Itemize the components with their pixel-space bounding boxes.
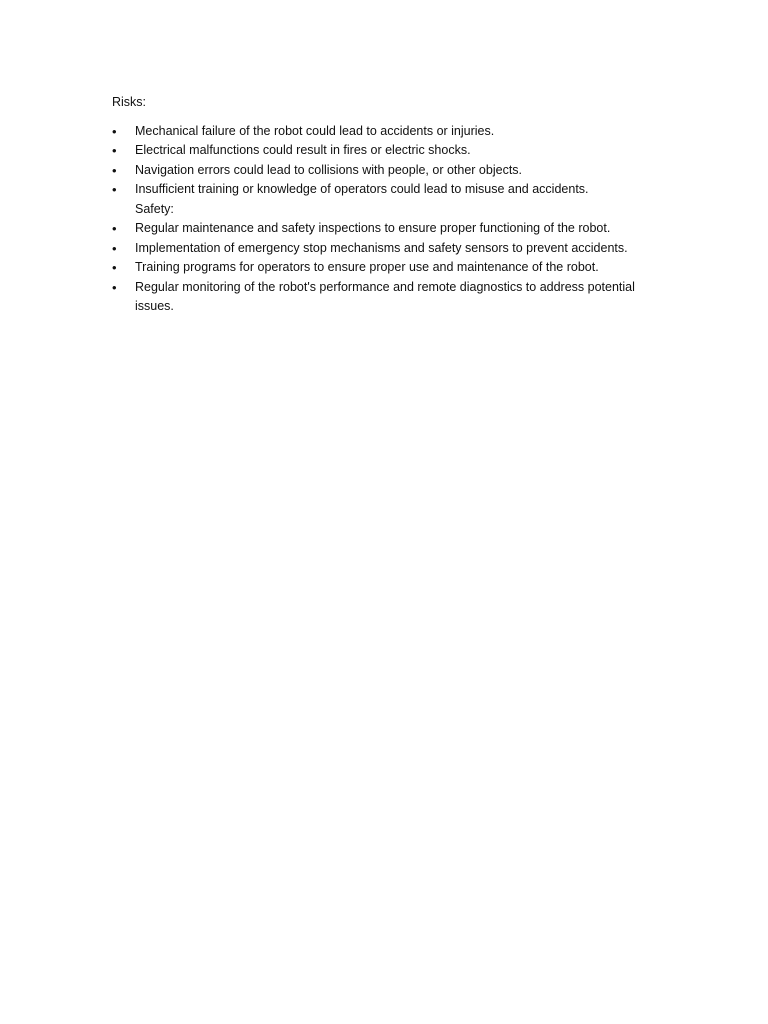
risks-heading: Risks:	[112, 95, 147, 109]
bullet-icon: •	[112, 260, 117, 275]
risk-text: Electrical malfunctions could result in fires or electric shocks.	[135, 143, 471, 157]
safety-text: Regular maintenance and safety inspections to ensure proper functioning of the robot.	[135, 221, 611, 235]
safety-heading: Safety:	[135, 201, 174, 216]
bullet-icon: •	[112, 240, 117, 256]
list-item	[112, 219, 672, 239]
bullet-icon: •	[112, 123, 117, 139]
safety-text: Training programs for operators to ensure proper use and maintenance of the robot.	[135, 260, 599, 274]
list-item	[112, 122, 672, 142]
bullet-icon: •	[112, 279, 117, 295]
risk-text: Navigation errors could lead to collisions with people, or other objects.	[135, 162, 523, 177]
bullet-icon: •	[112, 221, 117, 236]
risks-list	[112, 122, 672, 200]
list-item	[112, 258, 672, 278]
list-item	[112, 141, 672, 161]
list-item	[112, 239, 672, 259]
safety-text: Regular monitoring of the robot's performance and remote diagnostics to address potential issues.	[135, 279, 635, 313]
safety-list	[112, 219, 672, 317]
list-item	[112, 180, 672, 200]
document-body	[112, 93, 672, 317]
bullet-icon: •	[112, 182, 117, 197]
bullet-icon: •	[112, 162, 117, 178]
safety-text: Implementation of emergency stop mechanisms and safety sensors to prevent accidents.	[135, 240, 628, 255]
bullet-icon: •	[112, 143, 117, 158]
list-item	[112, 161, 672, 181]
risk-text: Insufficient training or knowledge of operators could lead to misuse and accidents.	[135, 182, 589, 196]
risk-text: Mechanical failure of the robot could lead to accidents or injuries.	[135, 123, 495, 138]
list-item	[112, 278, 672, 317]
